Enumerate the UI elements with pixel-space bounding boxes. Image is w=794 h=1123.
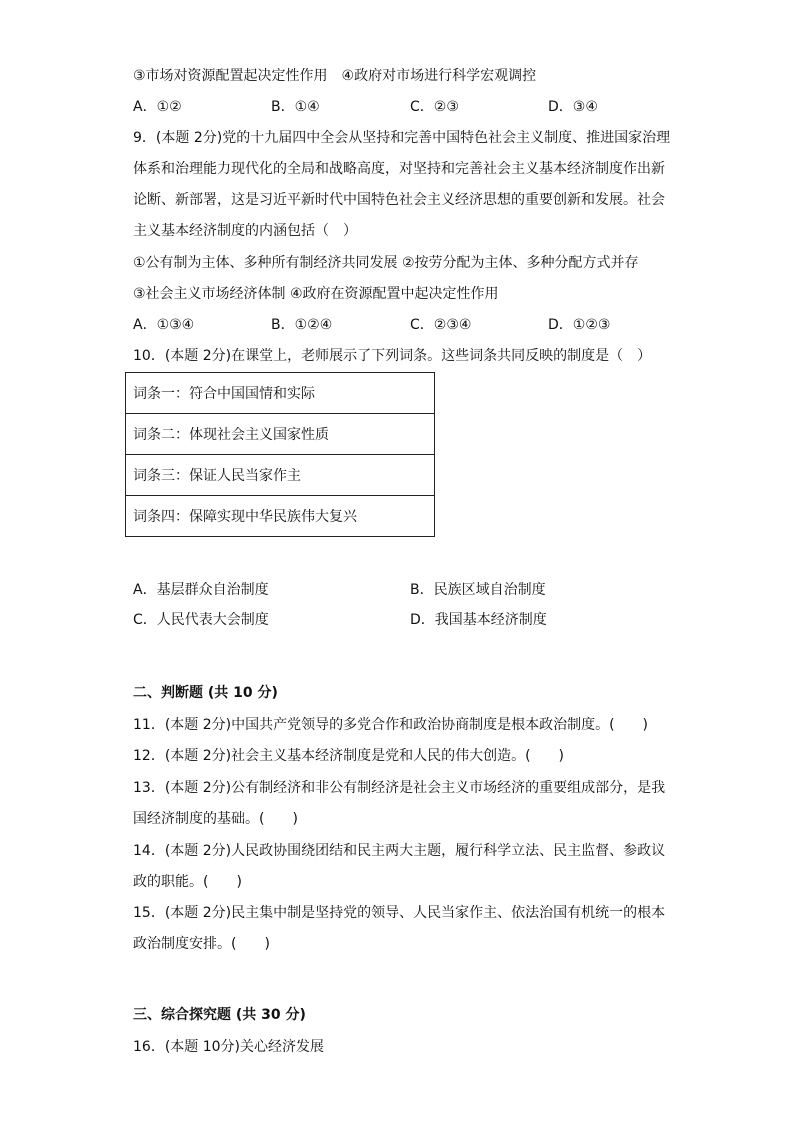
q13-line-2: 国经济制度的基础。( ) [133,811,298,827]
q9-option-b: B．①②④ [271,317,333,333]
q8-option-b: B．①④ [271,99,320,115]
q10-word-table [125,372,435,537]
q9-stem-line-2: 体系和治理能力现代化的全局和战略高度，对坚持和完善社会主义基本经济制度作出新 [133,161,665,177]
q10-option-d: D．我国基本经济制度 [410,612,547,628]
q10-word-entry-3: 词条三：保证人民当家作主 [126,455,435,496]
q8-option-d: D．③④ [548,99,598,115]
q9-option-a: A．①③④ [133,317,195,333]
q9-stem-line-1: 9．(本题 2分)党的十九届四中全会从坚持和完善中国特色社会主义制度、推进国家治理 [133,130,671,146]
q9-option-d: D．①②③ [548,317,611,333]
q10-word-entry-1: 词条一：符合中国国情和实际 [126,373,435,414]
q14-line-2: 政的职能。( ) [133,874,242,890]
q9-statements-1: ①公有制为主体、多种所有制经济共同发展 ②按劳分配为主体、多种分配方式并存 [133,255,639,271]
section-2-title: 二、判断题 (共 10 分) [133,685,278,701]
q10-stem: 10．(本题 2分)在课堂上，老师展示了下列词条。这些词条共同反映的制度是（ ） [133,348,652,364]
q8-option-c: C．②③ [410,99,459,115]
q12: 12．(本题 2分)社会主义基本经济制度是党和人民的伟大创造。( ) [133,748,565,764]
q10-option-b: B．民族区域自治制度 [410,582,546,598]
q14-line-1: 14．(本题 2分)人民政协围绕团结和民主两大主题，履行科学立法、民主监督、参政议 [133,843,666,859]
q10-option-a: A．基层群众自治制度 [133,582,269,598]
q8-option-a: A．①② [133,99,182,115]
q10-word-entry-2: 词条二：体现社会主义国家性质 [126,414,435,455]
q10-option-c: C．人民代表大会制度 [133,612,269,628]
q10-word-entry-4: 词条四：保障实现中华民族伟大复兴 [126,496,435,537]
q15-line-1: 15．(本题 2分)民主集中制是坚持党的领导、人民当家作主、依法治国有机统一的根本 [133,905,666,921]
q11: 11．(本题 2分)中国共产党领导的多党合作和政治协商制度是根本政治制度。( ) [133,717,649,733]
q16-stem: 16．(本题 10分)关心经济发展 [133,1039,325,1055]
q9-stem-line-3: 论断、新部署，这是习近平新时代中国特色社会主义经济思想的重要创新和发展。社会 [133,192,665,208]
q9-option-c: C．②③④ [410,317,472,333]
q9-statements-2: ③社会主义市场经济体制 ④政府在资源配置中起决定性作用 [133,286,499,302]
section-3-title: 三、综合探究题 (共 30 分) [133,1007,306,1023]
q8-statements: ③市场对资源配置起决定性作用 ④政府对市场进行科学宏观调控 [133,68,537,84]
q13-line-1: 13．(本题 2分)公有制经济和非公有制经济是社会主义市场经济的重要组成部分，是我 [133,780,666,796]
q15-line-2: 政治制度安排。( ) [133,936,270,952]
q9-stem-line-4: 主义基本经济制度的内涵包括（ ） [133,223,357,239]
